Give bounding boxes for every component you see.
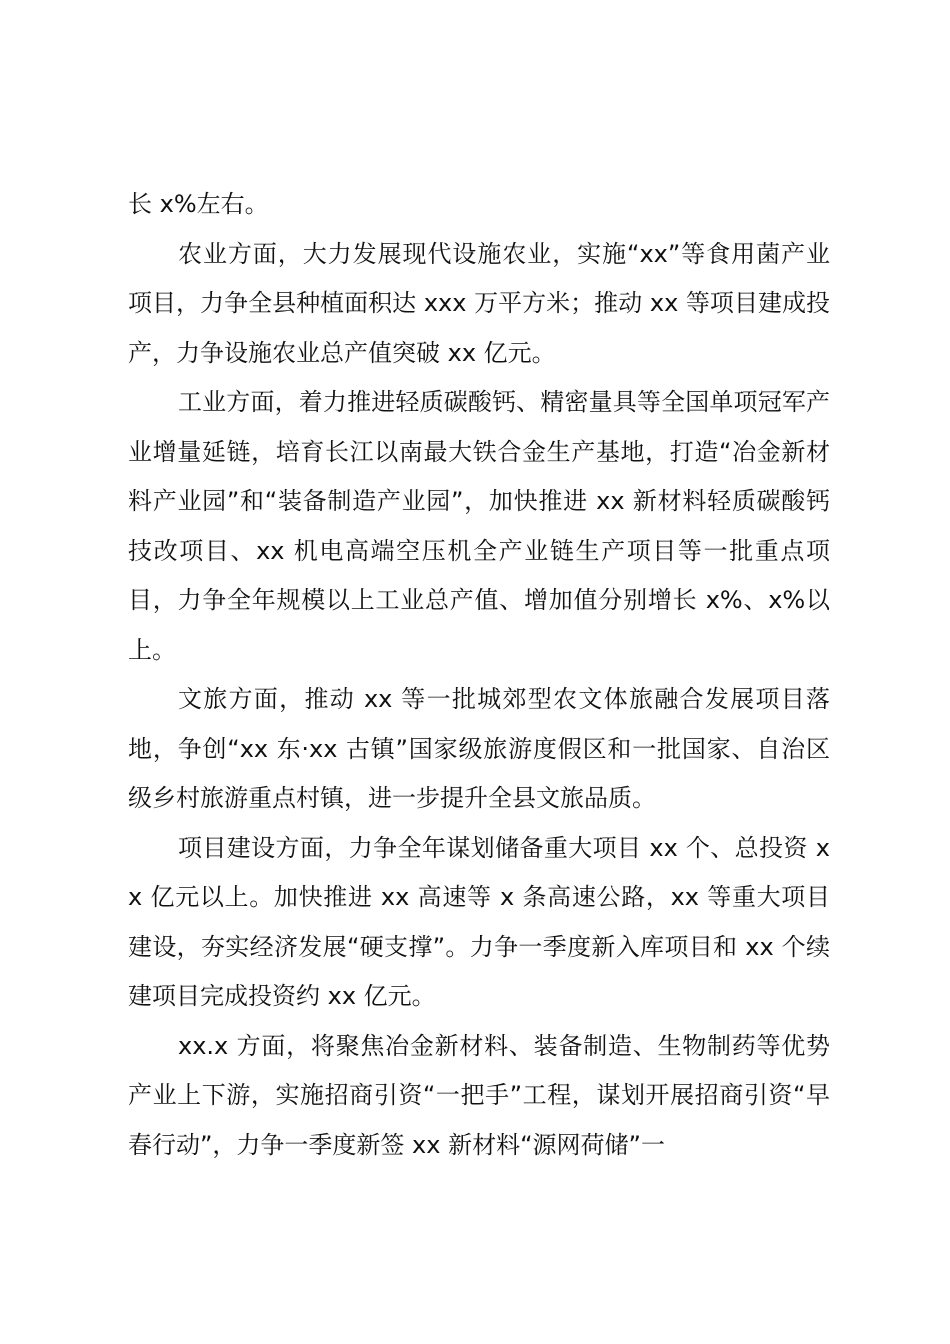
paragraph-culture-tourism: 文旅方面，推动 xx 等一批城郊型农文体旅融合发展项目落地，争创“xx 东·xx 古镇”国家级旅游度假区和一批国家、自治区级乡村旅游重点村镇，进一步提升全县文旅品质。: [128, 685, 830, 812]
paragraph-industry: 工业方面，着力推进轻质碳酸钙、精密量具等全国单项冠军产业增量延链，培育长江以南最大铁合金生产基地，打造“冶金新材料产业园”和“装备制造产业园”，加快推进 xx 新材料轻质碳酸钙技改项目、xx 机电高端空压机全产业链生产项目等一批重点项目，力争全年规模以上工业总产值、增加值分别增长 x%、x%以上。: [128, 388, 830, 664]
paragraph-agriculture: 农业方面，大力发展现代设施农业，实施“xx”等食用菌产业项目，力争全县种植面积达 xxx 万平方米；推动 xx 等项目建成投产，力争设施农业总产值突破 xx 亿元。: [128, 239, 830, 367]
paragraph-project-construction: 项目建设方面，力争全年谋划储备重大项目 xx 个、总投资 xx 亿元以上。加快推进 xx 高速等 x 条高速公路，xx 等重大项目建设，夯实经济发展“硬支撑”。力争一季度新入库项目和 xx 个续建项目完成投资约 xx 亿元。: [128, 833, 830, 1010]
document-body: [128, 180, 830, 1170]
paragraph-continuation: 长 x%左右。: [128, 190, 269, 218]
paragraph-investment: xx.x 方面，将聚焦冶金新材料、装备制造、生物制药等优势产业上下游，实施招商引资“一把手”工程，谋划开展招商引资“早春行动”，力争一季度新签 xx 新材料“源网荷储”一: [128, 1031, 830, 1159]
